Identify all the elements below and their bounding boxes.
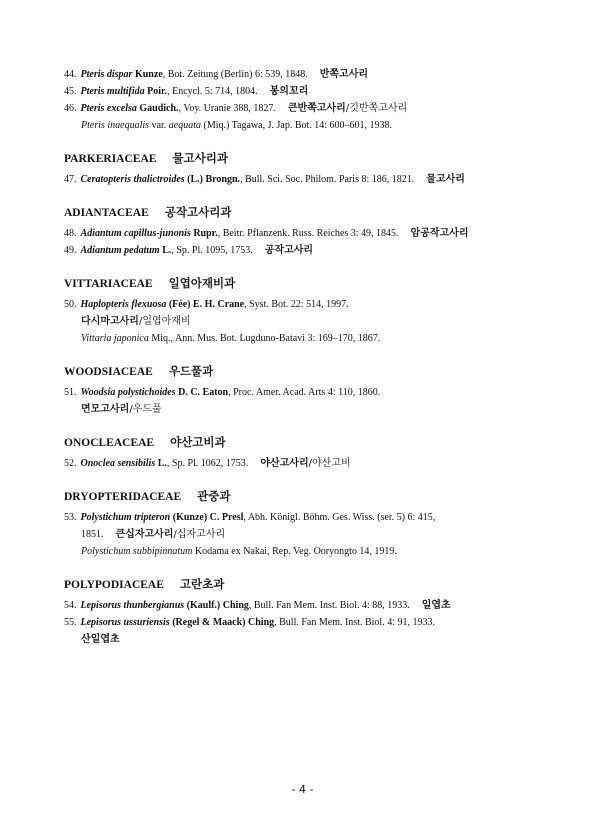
korean-line-50 (64, 313, 544, 330)
korean-name: 다시마고사리 (81, 316, 139, 327)
korean-name: 일엽초 (421, 600, 451, 611)
korean-name: 봉의꼬리 (269, 86, 309, 97)
family-heading: ADIANTACEAE 공작고사리과 (64, 205, 232, 219)
entry-50: 50. Haplopteris flexuosa (Fée) E. H. Crane, Syst. Bot. 22: 514, 1997. (64, 299, 349, 310)
entry-55: 55. Lepisorus ussuriensis (Regel & Maack) Ching, Bull. Fan Mem. Inst. Biol. 4: 91, 1933. (64, 617, 435, 628)
korean-name: 야산고사리 (260, 458, 309, 469)
synonym-53: Polystichum subbipinnatum Kodama ex Nakai, Rep. Veg. Ooryongto 14, 1919. (81, 546, 397, 557)
entry-52: 52. Onoclea sensibilis L., Sp. Pl. 1062, 1753. 야산고사리/야산고비 (64, 458, 351, 469)
family-heading: VITTARIACEAE 일엽아재비과 (64, 276, 236, 290)
korean-alt-name: /깃반쪽고사리 (345, 103, 408, 114)
species-list (64, 66, 544, 648)
continuation-53: 1851. 큰십자고사리/십자고사리 (81, 529, 226, 540)
family-heading: PARKERIACEAE 물고사리과 (64, 151, 228, 165)
entry-53: 53. Polystichum tripteron (Kunze) C. Presl, Abh. Königl. Böhm. Ges. Wiss. (ser. 5) 6: 415, (64, 512, 436, 523)
synonym-46: Pteris inaequalis var. aequata (Miq.) Tagawa, J. Jap. Bot. 14: 600–601, 1938. (81, 120, 393, 131)
family-heading: WOODSIACEAE 우드풀과 (64, 364, 214, 378)
entry-47: 47. Ceratopteris thalictroides (L.) Brongn., Bull. Sci. Soc. Philom. Paris 8: 186, 1821. 물고사리 (64, 174, 465, 185)
korean-line-55 (64, 631, 544, 648)
family-heading: POLYPODIACEAE 고란초과 (64, 577, 225, 591)
korean-alt-name: /십자고사리 (173, 529, 226, 540)
korean-name: 큰반쪽고사리 (287, 103, 346, 114)
synonym-50: Vittaria japonica Miq., Ann. Mus. Bot. Lugduno-Batavi 3: 169–170, 1867. (81, 333, 381, 344)
korean-alt-name: /일엽아재비 (138, 316, 191, 327)
entry-45: 45. Pteris multifida Poir., Encycl. 5: 714, 1804. 봉의꼬리 (64, 86, 309, 97)
entry-48: 48. Adiantum capillus-junonis Rupr., Beitr. Pflanzenk. Russ. Reiches 3: 49, 1845. 암공작고사리 (64, 228, 469, 239)
korean-name: 공작고사리 (264, 245, 314, 256)
entry-46: 46. Pteris excelsa Gaudich., Voy. Uranie 388, 1827. 큰반쪽고사리/깃반쪽고사리 (64, 103, 408, 114)
korean-alt-name: /야산고비 (308, 458, 351, 469)
family-heading: ONOCLEACEAE 야산고비과 (64, 435, 226, 449)
korean-name: 산일엽초 (81, 634, 120, 645)
korean-name: 암공작고사리 (410, 228, 469, 239)
korean-name: 큰십자고사리 (115, 529, 174, 540)
family-heading: DRYOPTERIDACEAE 관중과 (64, 489, 231, 503)
entry-54: 54. Lepisorus thunbergianus (Kaulf.) Ching, Bull. Fan Mem. Inst. Biol. 4: 88, 1933. 일엽초 (64, 600, 451, 611)
korean-name: 반쪽고사리 (319, 69, 369, 80)
korean-name: 물고사리 (426, 174, 465, 185)
entry-49: 49. Adiantum pedatum L., Sp. Pl. 1095, 1753. 공작고사리 (64, 245, 314, 256)
korean-alt-name: /우드풀 (129, 404, 162, 415)
korean-line-51 (64, 401, 544, 418)
korean-name: 면모고사리 (81, 404, 130, 415)
page-number: - 4 - (291, 783, 314, 796)
entry-51: 51. Woodsia polystichoides D. C. Eaton, Proc. Amer. Acad. Arts 4: 110, 1860. (64, 387, 381, 398)
entry-44: 44. Pteris dispar Kunze, Bot. Zeitung (Berlin) 6: 539, 1848. 반쪽고사리 (64, 69, 369, 80)
